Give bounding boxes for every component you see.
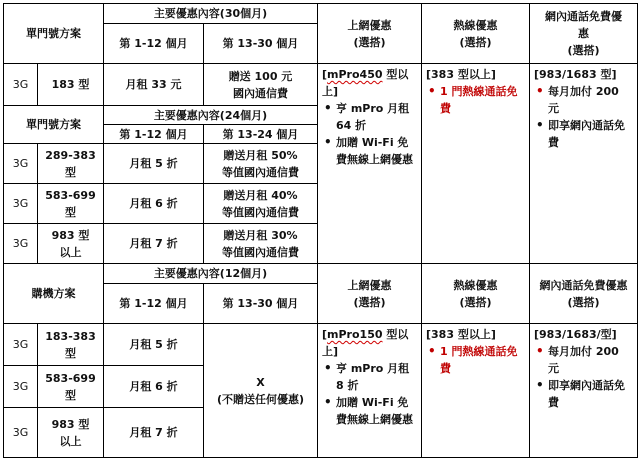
onnet-offer-item: • 每月加付 200 元 — [534, 343, 633, 377]
internet-offer-item: • 亨 mPro 月租 64 折 — [322, 100, 417, 134]
onnet-offer-cell — [530, 64, 638, 264]
onnet-offer-cell — [530, 324, 638, 458]
first-period-offer: 月租 6 折 — [104, 184, 204, 224]
hotline-offer-item: • 1 門熱線通話免費 — [426, 343, 525, 377]
onnet-offer-item: • 即享網內通話免費 — [534, 377, 633, 411]
months-13-30-header: 第 13-30 個月 — [204, 284, 318, 324]
hotline-offer-header: 熱線優惠 (選搭) — [422, 264, 530, 324]
main-offer-header: 主要優惠內容(12個月) — [104, 264, 318, 284]
plan-type: 583-699 型 — [38, 184, 104, 224]
internet-offer-cell — [318, 64, 422, 264]
first-period-offer: 月租 33 元 — [104, 64, 204, 106]
onnet-offer-heading: [983/1683 型] — [534, 68, 617, 81]
main-offer-header: 主要優惠內容(30個月) — [104, 4, 318, 24]
network-type: 3G — [4, 144, 38, 184]
second-period-offer: 贈送月租 40% 等值國內通信費 — [204, 184, 318, 224]
onnet-offer-item: • 每月加付 200 元 — [534, 83, 633, 117]
network-type: 3G — [4, 408, 38, 458]
months-13-30-header: 第 13-30 個月 — [204, 24, 318, 64]
internet-offer-header: 上網優惠 (選搭) — [318, 264, 422, 324]
months-1-12-header: 第 1-12 個月 — [104, 24, 204, 64]
network-type: 3G — [4, 64, 38, 106]
hotline-offer-cell — [422, 324, 530, 458]
months-1-12-header: 第 1-12 個月 — [104, 125, 204, 144]
second-period-offer: 贈送月租 50% 等值國內通信費 — [204, 144, 318, 184]
plan-comparison-table — [3, 3, 638, 458]
internet-offer-item: • 加贈 Wi-Fi 免費無線上網優惠 — [322, 394, 417, 428]
onnet-offer-item: • 即享網內通話免費 — [534, 117, 633, 151]
plan-type: 583-699 型 — [38, 366, 104, 408]
plan-type: 183-383 型 — [38, 324, 104, 366]
plan-type: 183 型 — [38, 64, 104, 106]
hotline-offer-item: • 1 門熱線通話免費 — [426, 83, 525, 117]
internet-offer-item: • 加贈 Wi-Fi 免費無線上網優惠 — [322, 134, 417, 168]
internet-offer-heading: [mPro150 型以上] — [322, 328, 409, 358]
internet-offer-heading: [mPro450 型以上] — [322, 68, 409, 98]
scheme-header: 購機方案 — [4, 264, 104, 324]
internet-offer-item: • 亨 mPro 月租 8 折 — [322, 360, 417, 394]
hotline-offer-header: 熱線優惠 (選搭) — [422, 4, 530, 64]
first-period-offer: 月租 7 折 — [104, 224, 204, 264]
internet-offer-header: 上網優惠 (選搭) — [318, 4, 422, 64]
months-13-24-header: 第 13-24 個月 — [204, 125, 318, 144]
hotline-offer-heading: [383 型以上] — [426, 68, 496, 81]
hotline-offer-heading: [383 型以上] — [426, 328, 496, 341]
onnet-offer-header: 網內通話免費優惠 (選搭) — [530, 264, 638, 324]
second-period-offer: 贈送 100 元 國內通信費 — [204, 64, 318, 106]
onnet-offer-header: 網內通話免費優 惠 (選搭) — [530, 4, 638, 64]
first-period-offer: 月租 6 折 — [104, 366, 204, 408]
scheme-header: 單門號方案 — [4, 4, 104, 64]
scheme-header: 單門號方案 — [4, 106, 104, 144]
main-offer-header: 主要優惠內容(24個月) — [104, 106, 318, 125]
plan-type: 289-383 型 — [38, 144, 104, 184]
network-type: 3G — [4, 184, 38, 224]
network-type: 3G — [4, 224, 38, 264]
plan-type: 983 型 以上 — [38, 224, 104, 264]
hotline-offer-cell — [422, 64, 530, 264]
plan-type: 983 型 以上 — [38, 408, 104, 458]
network-type: 3G — [4, 324, 38, 366]
second-period-offer: 贈送月租 30% 等值國內通信費 — [204, 224, 318, 264]
onnet-offer-heading: [983/1683/型] — [534, 328, 617, 341]
first-period-offer: 月租 5 折 — [104, 144, 204, 184]
first-period-offer: 月租 7 折 — [104, 408, 204, 458]
network-type: 3G — [4, 366, 38, 408]
first-period-offer: 月租 5 折 — [104, 324, 204, 366]
months-1-12-header: 第 1-12 個月 — [104, 284, 204, 324]
no-offer-cell: X (不贈送任何優惠) — [204, 324, 318, 458]
internet-offer-cell — [318, 324, 422, 458]
